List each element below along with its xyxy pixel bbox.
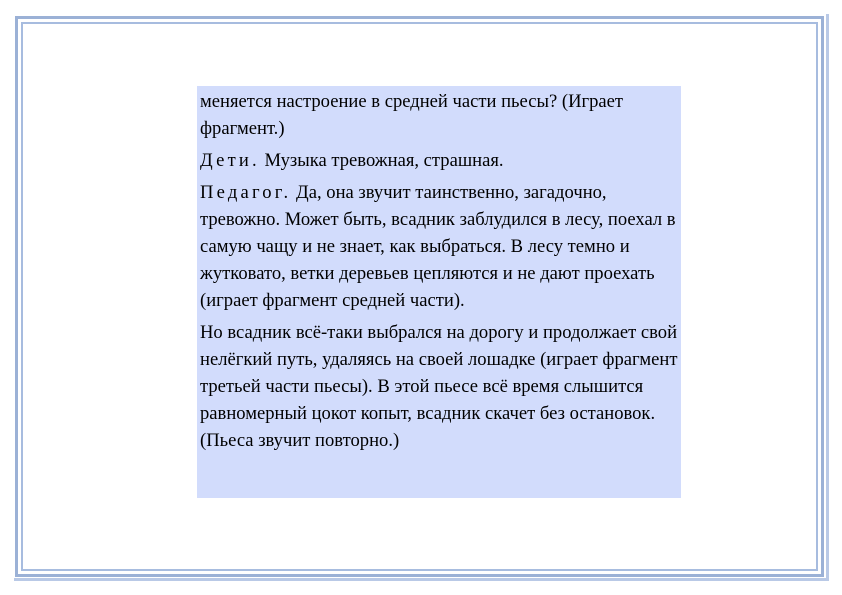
- speaker-teacher: Педагог.: [200, 182, 292, 203]
- paragraph-3-text: Да, она звучит таинственно, загадочно, тревожно. Может быть, всадник заблудился в лесу, поехал в самую чащу и не знает, как выбраться. В лесу темно и жутковато, ветки деревьев цепляются и не дают проехать (играет фрагмент средней части).: [200, 182, 676, 311]
- text-block: [197, 86, 681, 498]
- paragraph-4-text: Но всадник всё-таки выбрался на дорогу и продолжает свой нелёгкий путь, удаляясь на своей лошадке (играет фрагмент третьей части пьесы). В этой пьесе всё время слышится равномерный цокот копыт, всадник скачет без остановок. (Пьеса звучит повторно.): [200, 322, 678, 451]
- slide-frame-shadow-bottom: [14, 578, 829, 581]
- paragraph-4: [200, 319, 679, 454]
- slide-frame-shadow-right: [826, 14, 829, 580]
- paragraph-1-text: меняется настроение в средней части пьесы? (Играет фрагмент.): [200, 91, 624, 139]
- paragraph-3: [200, 179, 679, 314]
- speaker-children: Дети.: [200, 150, 260, 171]
- paragraph-1: [200, 88, 679, 142]
- paragraph-2: [200, 147, 679, 174]
- paragraph-2-text: Музыка тревожная, страшная.: [259, 150, 504, 171]
